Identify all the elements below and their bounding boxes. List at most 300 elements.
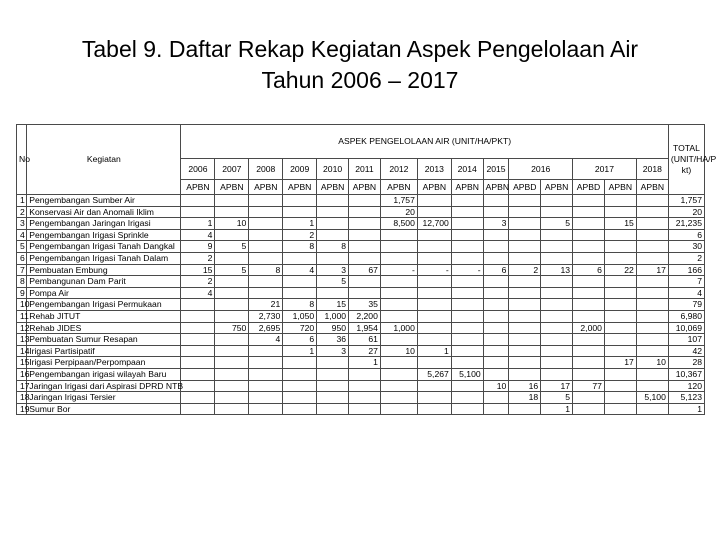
value-cell — [636, 380, 668, 392]
value-cell — [380, 357, 417, 369]
value-cell — [604, 287, 636, 299]
value-cell — [604, 310, 636, 322]
value-cell — [380, 310, 417, 322]
header-total-line-1: TOTAL — [672, 143, 700, 153]
value-cell: 3 — [317, 264, 349, 276]
title-line-1: Tabel 9. Daftar Rekap Kegiatan Aspek Pengelolaan Air — [81, 36, 639, 62]
value-cell — [483, 310, 509, 322]
value-cell — [573, 357, 605, 369]
value-cell — [509, 195, 541, 207]
value-cell — [380, 380, 417, 392]
value-cell — [509, 218, 541, 230]
value-cell: 18 — [509, 392, 541, 404]
value-cell: 5 — [215, 241, 249, 253]
value-cell — [483, 206, 509, 218]
value-cell — [181, 299, 215, 311]
value-cell — [249, 229, 283, 241]
value-cell: 5 — [541, 218, 573, 230]
value-cell — [604, 229, 636, 241]
value-cell — [636, 218, 668, 230]
value-cell — [215, 368, 249, 380]
value-cell — [249, 403, 283, 415]
value-cell — [451, 299, 483, 311]
value-cell — [380, 276, 417, 288]
value-cell — [417, 310, 451, 322]
value-cell — [283, 195, 317, 207]
value-cell — [573, 287, 605, 299]
value-cell — [349, 229, 381, 241]
value-cell — [451, 218, 483, 230]
value-cell — [349, 276, 381, 288]
value-cell: 5 — [541, 392, 573, 404]
value-cell — [249, 380, 283, 392]
title-line-2: Tahun 2006 – 2017 — [261, 67, 459, 93]
value-cell — [541, 206, 573, 218]
value-cell — [483, 392, 509, 404]
row-number: 19 — [17, 403, 27, 415]
value-cell — [317, 357, 349, 369]
value-cell: 2 — [509, 264, 541, 276]
value-cell: 16 — [509, 380, 541, 392]
source-header: APBN — [283, 180, 317, 195]
value-cell: 8,500 — [380, 218, 417, 230]
value-cell — [604, 403, 636, 415]
value-cell — [249, 287, 283, 299]
row-number: 17 — [17, 380, 27, 392]
value-cell — [215, 252, 249, 264]
value-cell — [636, 276, 668, 288]
value-cell: 2,200 — [349, 310, 381, 322]
source-header: APBN — [181, 180, 215, 195]
value-cell — [317, 252, 349, 264]
total-cell: 4 — [668, 287, 704, 299]
value-cell — [541, 368, 573, 380]
value-cell — [483, 368, 509, 380]
value-cell — [349, 403, 381, 415]
value-cell — [573, 334, 605, 346]
value-cell — [417, 392, 451, 404]
value-cell — [636, 252, 668, 264]
value-cell — [181, 322, 215, 334]
value-cell — [317, 392, 349, 404]
value-cell — [249, 276, 283, 288]
table-row — [17, 195, 705, 207]
value-cell — [317, 195, 349, 207]
row-number: 10 — [17, 299, 27, 311]
row-number: 6 — [17, 252, 27, 264]
value-cell: 1,954 — [349, 322, 381, 334]
value-cell — [483, 345, 509, 357]
value-cell — [451, 322, 483, 334]
value-cell: 1 — [283, 345, 317, 357]
value-cell — [509, 229, 541, 241]
value-cell — [349, 206, 381, 218]
activity-name: Rehab JIDES — [27, 322, 181, 334]
value-cell — [380, 241, 417, 253]
value-cell — [417, 206, 451, 218]
source-header: APBD — [573, 180, 605, 195]
value-cell — [604, 195, 636, 207]
header-total-line-2: (UNIT/HA/P — [670, 154, 717, 164]
value-cell: 5,267 — [417, 368, 451, 380]
value-cell: 22 — [604, 264, 636, 276]
slide-title — [0, 34, 720, 96]
value-cell — [349, 218, 381, 230]
value-cell — [317, 218, 349, 230]
value-cell: 67 — [349, 264, 381, 276]
table-row — [17, 264, 705, 276]
row-number: 8 — [17, 276, 27, 288]
value-cell: 8 — [317, 241, 349, 253]
value-cell — [215, 287, 249, 299]
source-header: APBN — [636, 180, 668, 195]
value-cell — [636, 206, 668, 218]
activity-name: Pengembangan Irigasi Permukaan — [27, 299, 181, 311]
value-cell — [509, 368, 541, 380]
value-cell: 10 — [215, 218, 249, 230]
value-cell — [283, 252, 317, 264]
value-cell — [451, 345, 483, 357]
year-header: 2010 — [317, 159, 349, 180]
total-cell: 28 — [668, 357, 704, 369]
value-cell: 5 — [317, 276, 349, 288]
value-cell — [483, 322, 509, 334]
value-cell — [483, 241, 509, 253]
value-cell: 4 — [181, 229, 215, 241]
value-cell — [380, 368, 417, 380]
activity-name: Pengembangan Irigasi Sprinkle — [27, 229, 181, 241]
value-cell — [380, 252, 417, 264]
value-cell — [509, 252, 541, 264]
value-cell: 61 — [349, 334, 381, 346]
value-cell: 2,000 — [573, 322, 605, 334]
value-cell — [317, 368, 349, 380]
year-header: 2016 — [509, 159, 573, 180]
value-cell — [451, 334, 483, 346]
table-row — [17, 357, 705, 369]
value-cell — [451, 392, 483, 404]
value-cell: 2,695 — [249, 322, 283, 334]
value-cell — [541, 229, 573, 241]
value-cell — [636, 403, 668, 415]
value-cell — [417, 334, 451, 346]
table-row — [17, 206, 705, 218]
activity-name: Konservasi Air dan Anomali Iklim — [27, 206, 181, 218]
value-cell — [573, 229, 605, 241]
header-total — [668, 125, 717, 195]
table-row — [17, 276, 705, 288]
value-cell — [283, 403, 317, 415]
value-cell — [181, 334, 215, 346]
source-header: APBN — [604, 180, 636, 195]
value-cell — [541, 195, 573, 207]
value-cell — [417, 380, 451, 392]
value-cell — [573, 299, 605, 311]
source-header: APBN — [317, 180, 349, 195]
value-cell — [380, 299, 417, 311]
activity-name: Pengembangan Irigasi Tanah Dalam — [27, 252, 181, 264]
activity-name: Pengembangan Jaringan Irigasi — [27, 218, 181, 230]
activity-name: Sumur Bor — [27, 403, 181, 415]
value-cell — [483, 299, 509, 311]
value-cell: 1 — [541, 403, 573, 415]
value-cell — [283, 357, 317, 369]
value-cell — [636, 241, 668, 253]
table-row — [17, 241, 705, 253]
value-cell — [541, 345, 573, 357]
value-cell — [604, 392, 636, 404]
value-cell: 6 — [483, 264, 509, 276]
row-number: 12 — [17, 322, 27, 334]
value-cell — [451, 195, 483, 207]
value-cell: 2 — [283, 229, 317, 241]
activity-name: Irigasi Partisipatif — [27, 345, 181, 357]
value-cell — [541, 287, 573, 299]
value-cell — [215, 345, 249, 357]
value-cell — [451, 287, 483, 299]
value-cell — [349, 252, 381, 264]
value-cell — [451, 310, 483, 322]
table-row — [17, 299, 705, 311]
value-cell — [181, 195, 215, 207]
value-cell — [636, 334, 668, 346]
value-cell — [573, 368, 605, 380]
header-kegiatan: Kegiatan — [27, 125, 181, 195]
source-header: APBN — [349, 180, 381, 195]
table-row — [17, 229, 705, 241]
value-cell — [604, 241, 636, 253]
value-cell — [604, 345, 636, 357]
value-cell: 1 — [181, 218, 215, 230]
year-header: 2012 — [380, 159, 417, 180]
value-cell — [636, 310, 668, 322]
total-cell: 42 — [668, 345, 704, 357]
value-cell — [509, 241, 541, 253]
value-cell — [573, 218, 605, 230]
source-header: APBN — [215, 180, 249, 195]
value-cell — [215, 403, 249, 415]
value-cell — [636, 287, 668, 299]
row-number: 9 — [17, 287, 27, 299]
value-cell — [283, 392, 317, 404]
value-cell: 15 — [317, 299, 349, 311]
value-cell — [451, 276, 483, 288]
value-cell: 720 — [283, 322, 317, 334]
value-cell: 5 — [215, 264, 249, 276]
table-row — [17, 403, 705, 415]
value-cell: - — [380, 264, 417, 276]
value-cell: 21 — [249, 299, 283, 311]
activity-name: Jaringan Irigasi dari Aspirasi DPRD NTB — [27, 380, 181, 392]
activity-name: Pembuatan Embung — [27, 264, 181, 276]
value-cell — [181, 368, 215, 380]
value-cell: 5,100 — [451, 368, 483, 380]
value-cell — [604, 252, 636, 264]
value-cell: 9 — [181, 241, 215, 253]
row-number: 3 — [17, 218, 27, 230]
value-cell — [573, 276, 605, 288]
value-cell — [541, 252, 573, 264]
row-number: 18 — [17, 392, 27, 404]
value-cell — [317, 229, 349, 241]
value-cell: 3 — [317, 345, 349, 357]
value-cell — [417, 241, 451, 253]
value-cell — [249, 357, 283, 369]
value-cell — [249, 392, 283, 404]
value-cell — [380, 403, 417, 415]
table-row — [17, 380, 705, 392]
value-cell — [349, 392, 381, 404]
value-cell — [181, 310, 215, 322]
value-cell: 17 — [636, 264, 668, 276]
value-cell — [181, 380, 215, 392]
value-cell — [509, 276, 541, 288]
value-cell — [541, 357, 573, 369]
value-cell — [380, 287, 417, 299]
source-header: APBN — [417, 180, 451, 195]
header-no: No — [17, 125, 27, 195]
value-cell — [317, 403, 349, 415]
value-cell — [509, 357, 541, 369]
value-cell: - — [417, 264, 451, 276]
value-cell: 1,000 — [380, 322, 417, 334]
value-cell — [604, 299, 636, 311]
activity-name: Pompa Air — [27, 287, 181, 299]
activity-name: Jaringan Irigasi Tersier — [27, 392, 181, 404]
row-number: 2 — [17, 206, 27, 218]
value-cell — [451, 229, 483, 241]
total-cell: 6 — [668, 229, 704, 241]
year-header: 2018 — [636, 159, 668, 180]
year-header: 2017 — [573, 159, 637, 180]
value-cell — [215, 357, 249, 369]
rekap-table — [16, 124, 717, 415]
total-cell: 2 — [668, 252, 704, 264]
value-cell: 4 — [181, 287, 215, 299]
value-cell — [604, 368, 636, 380]
value-cell — [541, 310, 573, 322]
value-cell: 77 — [573, 380, 605, 392]
value-cell — [509, 310, 541, 322]
value-cell: 1,757 — [380, 195, 417, 207]
table-row — [17, 368, 705, 380]
year-header: 2009 — [283, 159, 317, 180]
value-cell: 3 — [483, 218, 509, 230]
value-cell — [417, 357, 451, 369]
value-cell — [181, 392, 215, 404]
value-cell — [283, 368, 317, 380]
value-cell — [636, 368, 668, 380]
source-header: APBN — [249, 180, 283, 195]
value-cell — [417, 229, 451, 241]
year-header: 2014 — [451, 159, 483, 180]
total-cell: 30 — [668, 241, 704, 253]
value-cell: 1,000 — [317, 310, 349, 322]
value-cell: 8 — [283, 241, 317, 253]
value-cell — [509, 299, 541, 311]
year-header: 2015 — [483, 159, 509, 180]
value-cell: 6 — [573, 264, 605, 276]
year-header: 2011 — [349, 159, 381, 180]
value-cell: 4 — [249, 334, 283, 346]
value-cell — [380, 392, 417, 404]
value-cell: 950 — [317, 322, 349, 334]
value-cell — [573, 403, 605, 415]
value-cell: 15 — [604, 218, 636, 230]
year-header: 2008 — [249, 159, 283, 180]
value-cell — [215, 392, 249, 404]
activity-name: Pengembangan Irigasi Tanah Dangkal — [27, 241, 181, 253]
total-cell: 21,235 — [668, 218, 704, 230]
value-cell: 15 — [181, 264, 215, 276]
value-cell — [509, 206, 541, 218]
value-cell — [349, 380, 381, 392]
activity-name: Pembangunan Dam Parit — [27, 276, 181, 288]
value-cell — [417, 403, 451, 415]
value-cell — [283, 276, 317, 288]
total-cell: 10,367 — [668, 368, 704, 380]
value-cell — [215, 195, 249, 207]
value-cell — [483, 357, 509, 369]
value-cell — [417, 299, 451, 311]
value-cell — [215, 334, 249, 346]
value-cell — [249, 206, 283, 218]
value-cell — [636, 299, 668, 311]
value-cell — [283, 206, 317, 218]
total-cell: 166 — [668, 264, 704, 276]
row-number: 13 — [17, 334, 27, 346]
value-cell — [541, 241, 573, 253]
value-cell — [417, 276, 451, 288]
total-cell: 5,123 — [668, 392, 704, 404]
value-cell — [509, 322, 541, 334]
value-cell — [181, 357, 215, 369]
value-cell: 1 — [349, 357, 381, 369]
value-cell: 10 — [483, 380, 509, 392]
value-cell: - — [451, 264, 483, 276]
value-cell — [249, 368, 283, 380]
value-cell — [349, 195, 381, 207]
value-cell — [483, 195, 509, 207]
value-cell — [509, 403, 541, 415]
value-cell — [249, 345, 283, 357]
value-cell: 17 — [604, 357, 636, 369]
year-header: 2007 — [215, 159, 249, 180]
value-cell — [215, 206, 249, 218]
row-number: 5 — [17, 241, 27, 253]
table-row — [17, 334, 705, 346]
value-cell — [451, 241, 483, 253]
source-header: APBN — [451, 180, 483, 195]
total-cell: 6,980 — [668, 310, 704, 322]
value-cell — [283, 287, 317, 299]
value-cell — [604, 206, 636, 218]
value-cell — [451, 206, 483, 218]
value-cell — [573, 252, 605, 264]
value-cell — [451, 380, 483, 392]
value-cell — [604, 276, 636, 288]
value-cell — [417, 252, 451, 264]
value-cell: 8 — [283, 299, 317, 311]
value-cell — [483, 287, 509, 299]
value-cell: 13 — [541, 264, 573, 276]
value-cell — [249, 218, 283, 230]
value-cell — [483, 252, 509, 264]
value-cell — [215, 299, 249, 311]
value-cell: 2,730 — [249, 310, 283, 322]
table-row — [17, 345, 705, 357]
value-cell — [181, 345, 215, 357]
